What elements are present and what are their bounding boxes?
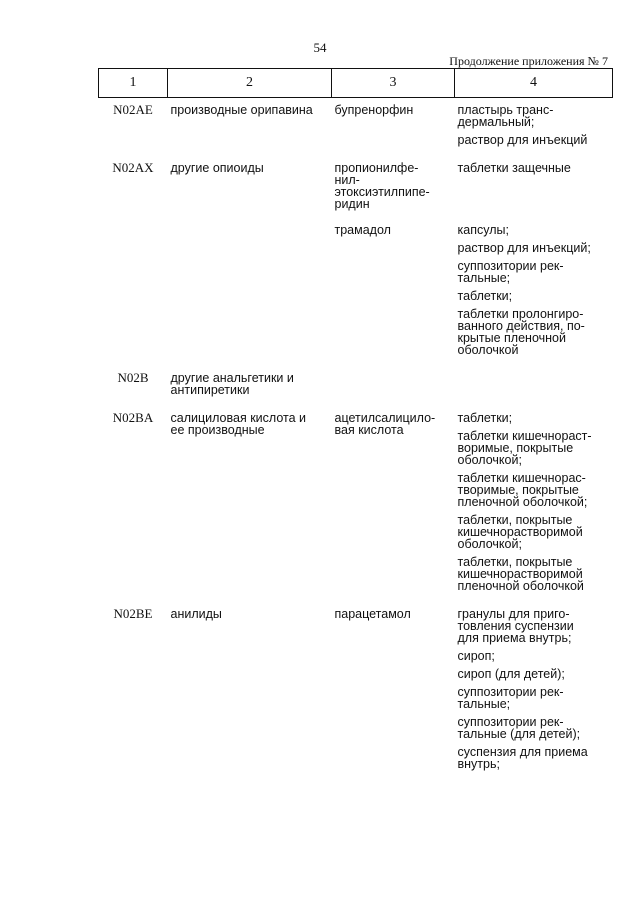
table-row — [99, 412, 613, 592]
spacer-cell — [99, 396, 613, 412]
drug-name — [332, 372, 455, 396]
dosage-form: суппозитории рек- тальные (для детей); — [457, 715, 581, 741]
row-spacer — [99, 210, 613, 224]
group-name: другие анальгетики и антипиретики — [170, 371, 294, 397]
dosage-forms — [455, 162, 613, 210]
group-name: салициловая кислота и ее производные — [170, 411, 307, 437]
dosage-form: пластырь транс- дермальный; — [457, 103, 554, 129]
page-number: 54 — [313, 40, 327, 55]
spacer-cell — [99, 592, 613, 608]
spacer-cell — [99, 356, 613, 372]
atc-code: N02BE — [113, 606, 153, 621]
dosage-form: таблетки кишечнорас- творимые, покрытые пленочной оболочкой; — [457, 471, 588, 509]
group-name — [168, 224, 332, 356]
drug-name: пропионилфе- нил- этоксиэтилпипе- ридин — [334, 161, 430, 211]
row-spacer — [99, 592, 613, 608]
drug-name: трамадол — [334, 223, 391, 237]
dosage-form: таблетки пролонгиро- ванного действия, по- крытые пленочной оболочкой — [457, 307, 585, 357]
dosage-form: таблетки защечные — [457, 161, 571, 175]
row-spacer — [99, 146, 613, 162]
table-body — [99, 98, 613, 771]
dosage-form: раствор для инъекций; — [457, 241, 591, 255]
dosage-form: суспензия для приема внутрь; — [457, 745, 588, 771]
dosage-form: капсулы; — [457, 223, 509, 237]
dosage-forms — [455, 372, 613, 396]
drug-name: ацетилсалицило- вая кислота — [334, 411, 436, 437]
column-header-2: 2 — [168, 69, 332, 98]
column-header-4: 4 — [455, 69, 613, 98]
atc-code — [99, 224, 168, 356]
table-row — [99, 608, 613, 770]
dosage-form: таблетки кишечнораст- воримые, покрытые оболочкой; — [457, 429, 592, 467]
table-header-row — [99, 69, 613, 98]
column-header-3: 3 — [332, 69, 455, 98]
drug-name: бупренорфин — [334, 103, 414, 117]
table-row — [99, 224, 613, 356]
atc-code: N02BA — [112, 410, 154, 425]
dosage-forms — [455, 412, 613, 592]
dosage-form: таблетки, покрытые кишечнорастворимой оболочкой; — [457, 513, 583, 551]
group-name: производные орипавина — [170, 103, 313, 117]
dosage-form: таблетки; — [457, 289, 513, 303]
dosage-form: гранулы для приго- товления суспензии для приема внутрь; — [457, 607, 574, 645]
continuation-label: Продолжение приложения № 7 — [449, 54, 608, 68]
dosage-form: таблетки, покрытые кишечнорастворимой пленочной оболочкой — [457, 555, 584, 593]
dosage-form: сироп; — [457, 649, 495, 663]
dosage-form: сироп (для детей); — [457, 667, 565, 681]
spacer-cell — [99, 210, 613, 224]
dosage-forms — [455, 104, 613, 146]
drug-table — [98, 68, 613, 770]
atc-code: N02AE — [113, 102, 153, 117]
row-spacer — [99, 396, 613, 412]
drug-name: парацетамол — [334, 607, 411, 621]
group-name: анилиды — [170, 607, 222, 621]
dosage-form: таблетки; — [457, 411, 513, 425]
table-row — [99, 104, 613, 146]
atc-code: N02B — [117, 370, 149, 385]
table-row — [99, 162, 613, 210]
table-row — [99, 372, 613, 396]
dosage-form: суппозитории рек- тальные; — [457, 259, 564, 285]
dosage-forms — [455, 608, 613, 770]
atc-code: N02AX — [112, 160, 154, 175]
column-header-1: 1 — [99, 69, 168, 98]
dosage-form: раствор для инъекций — [457, 133, 588, 147]
dosage-form: суппозитории рек- тальные; — [457, 685, 564, 711]
group-name: другие опиоиды — [170, 161, 264, 175]
dosage-forms — [455, 224, 613, 356]
spacer-cell — [99, 146, 613, 162]
row-spacer — [99, 356, 613, 372]
